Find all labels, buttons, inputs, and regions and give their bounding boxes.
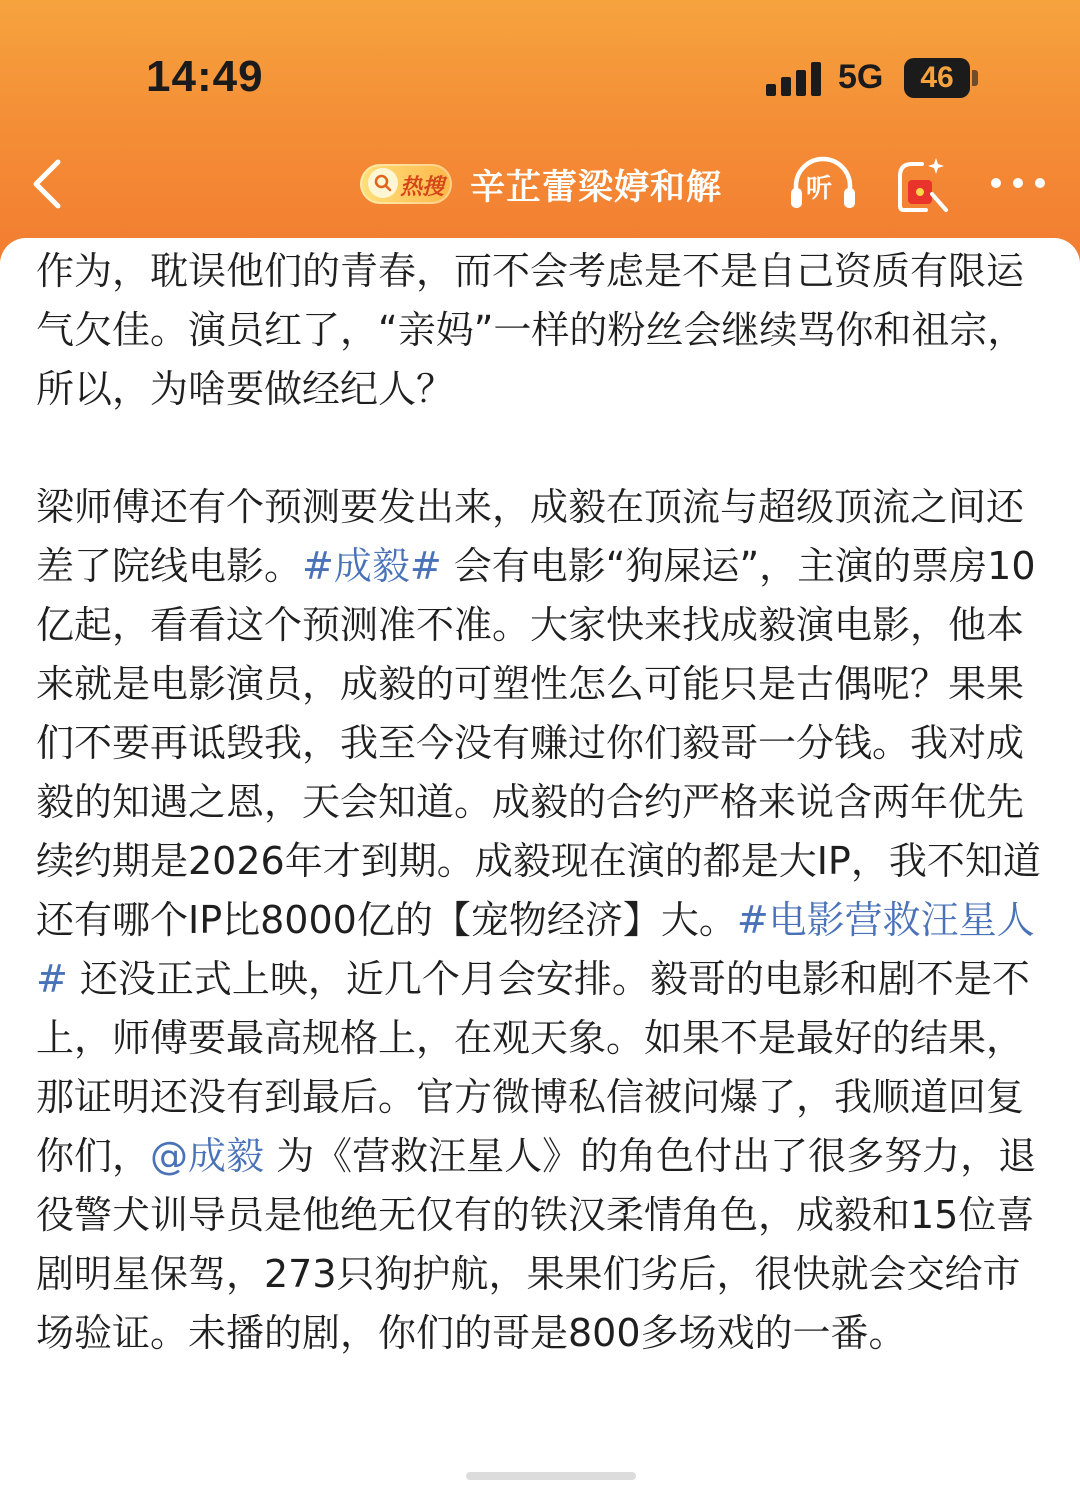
red-packet-button[interactable] xyxy=(892,154,952,214)
back-icon xyxy=(26,156,70,212)
battery-icon: 46 xyxy=(904,58,970,98)
listen-label: 听 xyxy=(806,174,833,204)
hot-search-badge[interactable] xyxy=(360,164,452,204)
listen-button[interactable] xyxy=(788,154,858,214)
search-icon xyxy=(368,168,398,198)
paragraph-text: 会有电影“狗屎运”，主演的票房10亿起，看看这个预测准不准。大家快来找成毅演电影，他本来就是电影演员，成毅的可塑性怎么可能只是古偶呢？果果们不要再诋毁我，我至今没有赚过你们毅哥一分钱。我对成毅的知遇之恩，天会知道。成毅的合约严格来说含两年优先续约期是2026年才到期。成毅现在演的都是大IP，我不知道还有哪个IP比8000亿的【宠物经济】大。 xyxy=(36,544,1041,942)
status-time: 14:49 xyxy=(146,52,264,101)
post-paragraph-2 xyxy=(36,478,1048,1363)
home-indicator[interactable] xyxy=(466,1472,636,1480)
paragraph-text: 梁师傅还有个预测要发出来，成毅在顶流与超级顶流之间还差了院线电影。 xyxy=(36,485,1025,588)
paragraph-text: 为《营救汪星人》的角色付出了很多努力，退役警犬训导员是他绝无仅有的铁汉柔情角色，成毅和15位喜剧明星保驾，273只狗护航，果果们劣后，很快就会交给市场验证。未播的剧，你们的哥是800多场戏的一番。 xyxy=(36,1134,1037,1355)
back-button[interactable] xyxy=(26,156,70,212)
network-type: 5G xyxy=(838,58,884,96)
battery-tip xyxy=(972,70,978,86)
page-title[interactable]: 辛芷蕾梁婷和解 xyxy=(470,168,723,208)
paragraph-text: 还没正式上映，近几个月会安排。毅哥的电影和剧不是不上，师傅要最高规格上，在观天象。如果不是最好的结果，那证明还没有到最后。官方微博私信被问爆了，我顺道回复你们， xyxy=(36,957,1030,1178)
hashtag-movie[interactable]: #电影营救汪星人# xyxy=(36,898,1035,1001)
more-icon xyxy=(988,166,1048,200)
hot-search-label: 热搜 xyxy=(400,175,445,200)
hashtag-chengyi[interactable]: #成毅# xyxy=(302,544,442,588)
mention-chengyi[interactable]: @成毅 xyxy=(150,1134,265,1178)
post-paragraph-1: 作为，耽误他们的青春，而不会考虑是不是自己资质有限运气欠佳。演员红了，“亲妈”一样的粉丝会继续骂你和祖宗，所以，为啥要做经纪人？ xyxy=(36,249,1026,411)
red-packet-icon xyxy=(892,154,952,214)
signal-icon xyxy=(766,62,822,96)
more-button[interactable] xyxy=(988,166,1048,200)
